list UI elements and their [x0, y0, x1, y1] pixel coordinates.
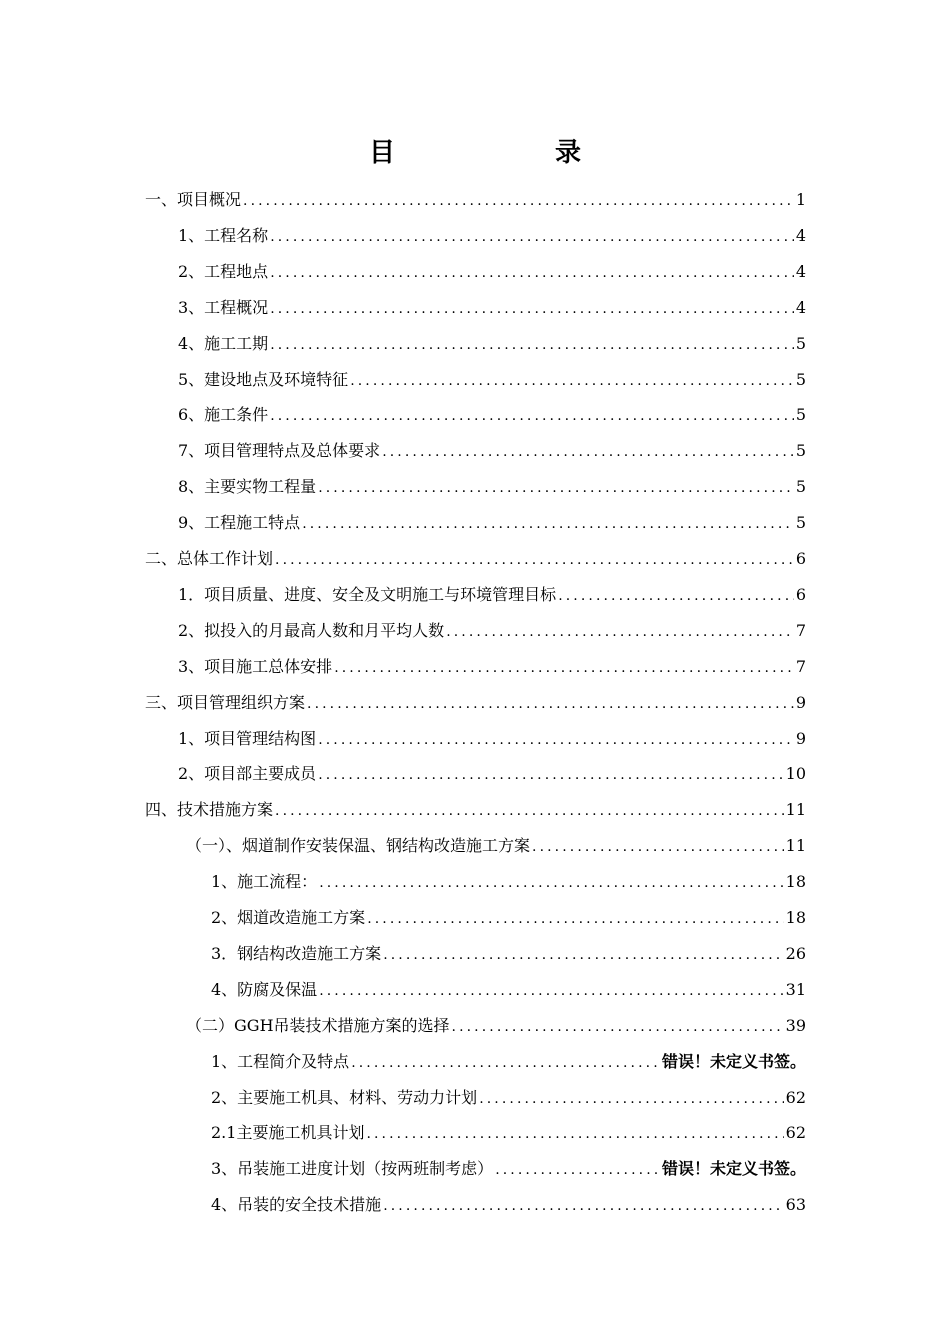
toc-entry[interactable] — [211, 1191, 806, 1219]
toc-entry-text: 5、建设地点及环境特征 — [178, 369, 349, 389]
toc-leader-dots — [270, 332, 794, 358]
toc-entry-text: 1、工程简介及特点 — [211, 1051, 350, 1071]
toc-page-number: 4 — [795, 261, 806, 281]
toc-leader-dots — [270, 403, 794, 429]
toc-entry[interactable] — [178, 330, 806, 358]
toc-entry-text: 3、工程概况 — [178, 297, 269, 317]
toc-leader-dots — [495, 1157, 660, 1183]
toc-leader-dots — [367, 906, 783, 932]
toc-entry[interactable] — [145, 689, 806, 717]
toc-leader-dots — [366, 1121, 783, 1147]
toc-entry-text: 2、拟投入的月最高人数和月平均人数 — [178, 620, 445, 640]
toc-entry[interactable] — [211, 1048, 806, 1076]
toc-page-number: 26 — [785, 943, 806, 963]
toc-leader-dots — [318, 727, 794, 753]
toc-page-error: 错误！未定义书签。 — [661, 1051, 806, 1071]
toc-entry-text: 二、总体工作计划 — [145, 549, 274, 568]
toc-page-number: 62 — [785, 1087, 806, 1107]
toc-leader-dots — [383, 942, 783, 968]
toc-entry-text: 3、吊装施工进度计划（按两班制考虑） — [211, 1159, 494, 1179]
toc-page-number: 9 — [795, 692, 806, 712]
toc-leader-dots — [383, 1193, 783, 1219]
toc-page-number: 7 — [795, 620, 806, 640]
toc-page-number: 5 — [795, 477, 806, 497]
toc-entry[interactable] — [178, 437, 806, 465]
toc-entry-text: 1、项目管理结构图 — [178, 728, 317, 748]
toc-entry-text: 6、施工条件 — [178, 405, 269, 425]
toc-page-number: 62 — [785, 1123, 806, 1143]
toc-entry-text: 1、施工流程： — [211, 872, 318, 892]
toc-entry[interactable] — [211, 1119, 806, 1147]
toc-leader-dots — [307, 691, 794, 717]
toc-page-number: 5 — [795, 441, 806, 461]
toc-entry[interactable] — [211, 904, 806, 932]
toc-entry-text: 9、工程施工特点 — [178, 513, 301, 533]
toc-entry-text: 2、烟道改造施工方案 — [211, 908, 366, 927]
toc-entry[interactable] — [145, 545, 806, 573]
toc-leader-dots — [319, 978, 783, 1004]
toc-entry[interactable] — [178, 473, 806, 501]
toc-leader-dots — [532, 834, 784, 860]
toc-page-number: 10 — [785, 764, 806, 784]
toc-entry-text: 1．项目质量、进度、安全及文明施工与环境管理目标 — [178, 584, 557, 604]
toc-leader-dots — [351, 1050, 660, 1076]
toc-page-number: 18 — [785, 872, 806, 892]
toc-page-number: 31 — [785, 979, 806, 999]
toc-page-number: 4 — [795, 225, 806, 245]
toc-page-number: 11 — [785, 800, 806, 820]
toc-leader-dots — [479, 1086, 783, 1112]
toc-entry[interactable] — [211, 940, 806, 968]
toc-entry[interactable] — [211, 976, 806, 1004]
toc-leader-dots — [558, 583, 794, 609]
toc-leader-dots — [319, 870, 783, 896]
toc-entry[interactable] — [211, 868, 806, 896]
toc-page-number: 5 — [795, 333, 806, 353]
toc-page-number: 39 — [785, 1015, 806, 1035]
toc-entry-text: 3．钢结构改造施工方案 — [211, 943, 382, 963]
toc-page-number: 5 — [795, 369, 806, 389]
toc-page-number: 5 — [795, 405, 806, 425]
toc-entry[interactable] — [178, 653, 806, 681]
toc-entry-text: 8、主要实物工程量 — [178, 477, 317, 497]
toc-leader-dots — [270, 260, 794, 286]
toc-page-number: 63 — [785, 1195, 806, 1215]
toc-leader-dots — [452, 1014, 784, 1040]
toc-leader-dots — [382, 439, 794, 465]
toc-entry[interactable] — [145, 186, 806, 214]
toc-entry[interactable] — [145, 796, 806, 824]
toc-entry-text: 2、项目部主要成员 — [178, 764, 317, 784]
toc-leader-dots — [318, 762, 783, 788]
toc-leader-dots — [350, 368, 794, 394]
toc-leader-dots — [302, 511, 794, 537]
toc-leader-dots — [334, 655, 794, 681]
toc-entry-text: 2.1主要施工机具计划 — [211, 1123, 365, 1143]
toc-leader-dots — [275, 547, 794, 573]
toc-entry-text: 7、项目管理特点及总体要求 — [178, 441, 381, 461]
toc-page-number: 6 — [795, 549, 806, 568]
toc-entry[interactable] — [178, 760, 806, 788]
toc-entry[interactable] — [178, 366, 806, 394]
toc-entry-text: 2、主要施工机具、材料、劳动力计划 — [211, 1087, 478, 1107]
toc-leader-dots — [270, 296, 794, 322]
toc-page-number: 6 — [795, 584, 806, 604]
toc-entry[interactable] — [178, 258, 806, 286]
toc-entry[interactable] — [211, 1155, 806, 1183]
toc-entry[interactable] — [178, 401, 806, 429]
toc-entry-text: 三、项目管理组织方案 — [145, 692, 306, 712]
toc-entry[interactable] — [186, 832, 806, 860]
toc-entry[interactable] — [178, 222, 806, 250]
toc-entry-text: 3、项目施工总体安排 — [178, 656, 333, 676]
toc-leader-dots — [275, 798, 784, 824]
toc-entry-text: 4、施工工期 — [178, 333, 269, 353]
toc-entry-text: 一、项目概况 — [145, 190, 242, 209]
toc-entry[interactable] — [186, 1012, 806, 1040]
toc-entry-text: 2、工程地点 — [178, 261, 269, 281]
toc-entry-text: 4、防腐及保温 — [211, 979, 318, 999]
toc-entry-text: （二）GGH吊装技术措施方案的选择 — [186, 1015, 450, 1035]
toc-page-number: 11 — [785, 836, 806, 856]
toc-entry[interactable] — [178, 581, 806, 609]
toc-entry-text: 1、工程名称 — [178, 225, 269, 245]
toc-page-error: 错误！未定义书签。 — [661, 1159, 806, 1179]
toc-page-number: 1 — [795, 190, 806, 209]
toc-page-number: 7 — [795, 656, 806, 676]
toc-page-number: 5 — [795, 513, 806, 533]
toc-leader-dots — [318, 475, 794, 501]
toc-leader-dots — [243, 188, 794, 214]
toc-page-number: 18 — [785, 908, 806, 927]
toc-page-number: 4 — [795, 297, 806, 317]
toc-leader-dots — [270, 224, 794, 250]
toc-page-number: 9 — [795, 728, 806, 748]
toc-leader-dots — [446, 619, 794, 645]
toc-entry-text: 4、吊装的安全技术措施 — [211, 1195, 382, 1215]
toc-entry[interactable] — [178, 617, 806, 645]
toc-entry[interactable] — [211, 1084, 806, 1112]
toc-entry-text: 四、技术措施方案 — [145, 800, 274, 820]
toc-entry[interactable] — [178, 725, 806, 753]
toc-entry[interactable] — [178, 294, 806, 322]
toc-entry[interactable] — [178, 509, 806, 537]
toc-title: 目 录 — [368, 138, 617, 168]
toc-entry-text: （一）、烟道制作安装保温、钢结构改造施工方案 — [186, 836, 531, 856]
